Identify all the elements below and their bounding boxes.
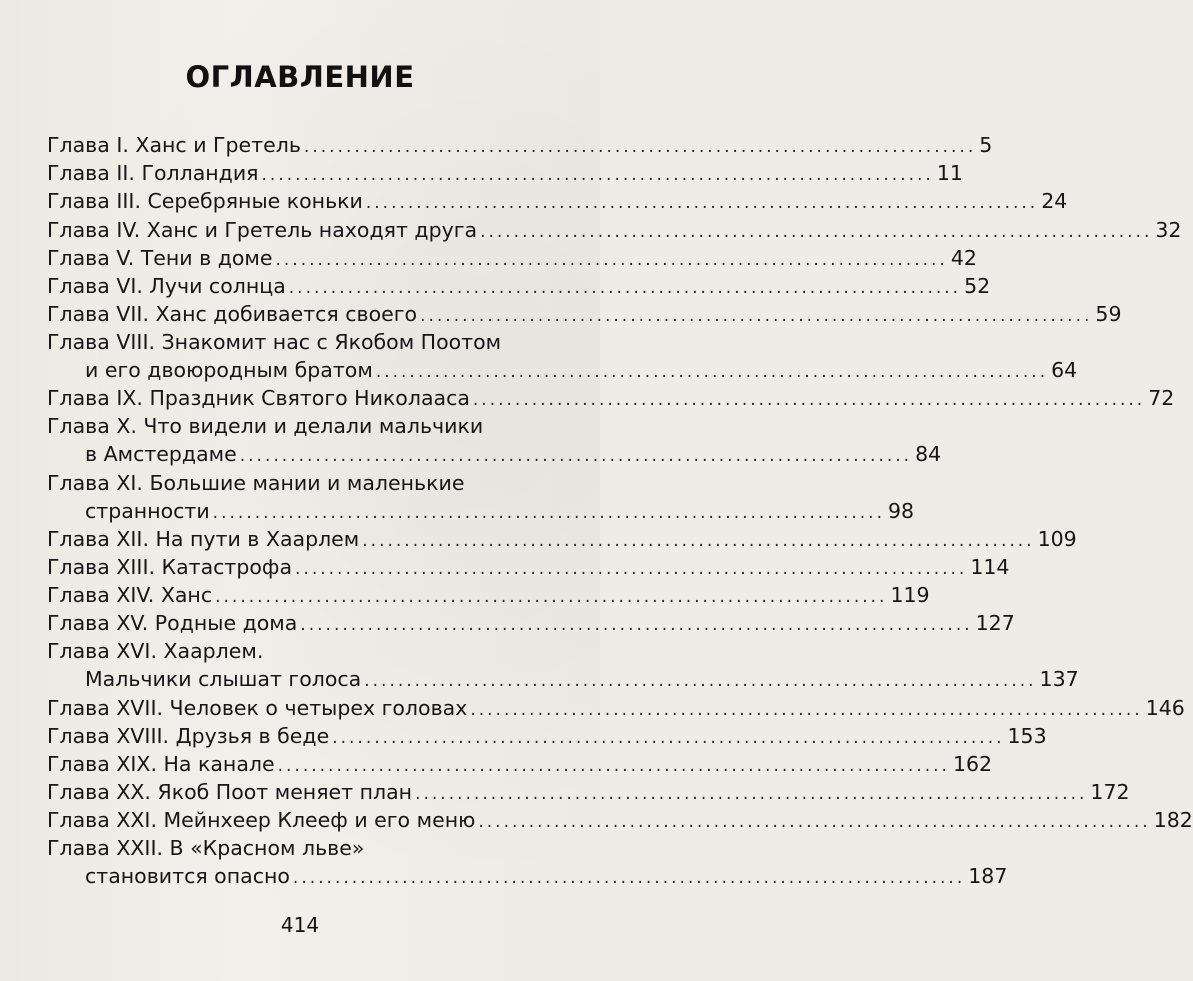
toc-entry bbox=[47, 636, 565, 666]
dot-leader: ................................................................................ bbox=[365, 193, 1039, 213]
toc-entry-page: 172 bbox=[1090, 780, 1130, 804]
toc-entry bbox=[47, 299, 1122, 329]
toc-entry bbox=[47, 608, 1015, 638]
toc-entry-page: 109 bbox=[1037, 527, 1077, 551]
toc-entry-title: Глава VII. Ханс добивается своего bbox=[47, 302, 418, 326]
dot-leader: ................................................................................ bbox=[239, 446, 913, 466]
table-of-contents bbox=[47, 0, 1193, 981]
toc-entry-page: 153 bbox=[1007, 724, 1047, 748]
toc-entry-title: Глава XVII. Человек о четырех головах bbox=[47, 696, 468, 720]
dot-leader: ................................................................................ bbox=[420, 306, 1093, 326]
toc-entry-title: и его двоюродным братом bbox=[85, 358, 373, 382]
toc-entry-continuation bbox=[47, 355, 1078, 385]
toc-entry-title: Глава IV. Ханс и Гретель находят друга bbox=[47, 218, 478, 242]
dot-leader: ................................................................................ bbox=[332, 728, 1005, 748]
dot-leader: ................................................................................ bbox=[288, 278, 962, 298]
toc-entry bbox=[47, 524, 1077, 554]
dot-leader: ................................................................................ bbox=[215, 587, 888, 607]
toc-entry-page: 64 bbox=[1051, 358, 1078, 382]
toc-entry-title: Глава XIII. Катастрофа bbox=[47, 555, 293, 579]
toc-entry bbox=[47, 777, 1130, 807]
toc-entry-title: Глава XVI. Хаарлем. bbox=[47, 639, 264, 663]
dot-leader: ................................................................................ bbox=[275, 250, 948, 270]
dot-leader: ................................................................................ bbox=[470, 700, 1143, 720]
toc-entry bbox=[47, 833, 565, 863]
dot-leader: ................................................................................ bbox=[292, 868, 966, 888]
toc-entry-page: 137 bbox=[1039, 667, 1079, 691]
dot-leader: ................................................................................ bbox=[212, 503, 885, 523]
toc-entry bbox=[47, 411, 565, 441]
dot-leader: ................................................................................ bbox=[364, 671, 1037, 691]
toc-entry bbox=[47, 186, 1068, 216]
toc-entry bbox=[47, 580, 930, 610]
toc-entry-page: 98 bbox=[887, 499, 915, 523]
toc-entry-page: 146 bbox=[1145, 696, 1185, 720]
toc-entry-page: 24 bbox=[1041, 189, 1068, 213]
toc-entry bbox=[47, 327, 565, 357]
toc-entry bbox=[47, 468, 565, 498]
toc-entry-continuation bbox=[47, 439, 942, 469]
toc-entry-page: 114 bbox=[970, 555, 1010, 579]
toc-entry-title: Глава XVIII. Друзья в беде bbox=[47, 724, 330, 748]
toc-entry-page: 162 bbox=[952, 752, 993, 776]
dot-leader: ................................................................................ bbox=[303, 137, 977, 157]
toc-entry bbox=[47, 158, 963, 188]
dot-leader: ................................................................................ bbox=[261, 165, 934, 185]
toc-entry-title: Мальчики слышат голоса bbox=[85, 667, 362, 691]
dot-leader: ................................................................................ bbox=[300, 615, 973, 635]
toc-entry-title: Глава X. Что видели и делали мальчики bbox=[47, 414, 484, 438]
toc-entry-page: 11 bbox=[936, 161, 963, 185]
dot-leader: ................................................................................ bbox=[362, 531, 1035, 551]
toc-entry-title: Глава XV. Родные дома bbox=[47, 611, 298, 635]
dot-leader: ................................................................................ bbox=[472, 390, 1146, 410]
dot-leader: ................................................................................ bbox=[375, 362, 1049, 382]
toc-entry-title: становится опасно bbox=[85, 864, 290, 888]
toc-entry bbox=[47, 693, 1185, 723]
toc-entry-title: Глава IX. Праздник Святого Николааса bbox=[47, 386, 470, 410]
toc-entry bbox=[47, 215, 1182, 245]
page-title: ОГЛАВЛЕНИЕ bbox=[185, 60, 415, 94]
toc-entry-title: Глава II. Голландия bbox=[47, 161, 259, 185]
toc-entry-title: Глава XI. Большие мании и маленькие bbox=[47, 471, 465, 495]
dot-leader: ................................................................................ bbox=[480, 222, 1153, 242]
toc-entry-title: Глава VI. Лучи солнца bbox=[47, 274, 286, 298]
toc-entry-title: Глава XXII. В «Красном льве» bbox=[47, 836, 365, 860]
toc-entry bbox=[47, 271, 991, 301]
toc-entry bbox=[47, 130, 993, 160]
toc-entry-page: 5 bbox=[979, 133, 993, 157]
toc-entry-page: 32 bbox=[1155, 218, 1182, 242]
toc-entry bbox=[47, 552, 1010, 582]
toc-entry-continuation bbox=[47, 861, 1008, 891]
toc-entry bbox=[47, 383, 1175, 413]
toc-entry-title: Глава VIII. Знакомит нас с Якобом Поотом bbox=[47, 330, 502, 354]
toc-entry bbox=[47, 749, 993, 779]
toc-entry-page: 52 bbox=[964, 274, 991, 298]
toc-entry-title: Глава XII. На пути в Хаарлем bbox=[47, 527, 360, 551]
dot-leader: ................................................................................ bbox=[295, 559, 968, 579]
toc-entry-title: Глава XX. Якоб Поот меняет план bbox=[47, 780, 413, 804]
toc-entry bbox=[47, 805, 1193, 835]
toc-entry bbox=[47, 721, 1047, 751]
toc-entry-page: 59 bbox=[1095, 302, 1122, 326]
dot-leader: ................................................................................ bbox=[277, 756, 950, 776]
toc-entry-continuation bbox=[47, 664, 1079, 694]
toc-entry-title: странности bbox=[85, 499, 210, 523]
dot-leader: ................................................................................ bbox=[478, 812, 1151, 832]
toc-entry-title: Глава V. Тени в доме bbox=[47, 246, 273, 270]
toc-entry-continuation bbox=[47, 496, 915, 526]
toc-entry-title: Глава I. Ханс и Гретель bbox=[47, 133, 301, 157]
toc-entry-page: 187 bbox=[968, 864, 1008, 888]
toc-entry-title: Глава XIV. Ханс bbox=[47, 583, 213, 607]
toc-entry-page: 84 bbox=[915, 442, 942, 466]
toc-entry-page: 42 bbox=[950, 246, 977, 270]
toc-entry-title: Глава III. Серебряные коньки bbox=[47, 189, 363, 213]
toc-entry bbox=[47, 243, 977, 273]
toc-entry-page: 119 bbox=[890, 583, 930, 607]
toc-entry-title: Глава XXI. Мейнхеер Клееф и его меню bbox=[47, 808, 476, 832]
dot-leader: ................................................................................ bbox=[415, 784, 1088, 804]
toc-entry-page: 72 bbox=[1148, 386, 1175, 410]
toc-entry-title: Глава XIX. На канале bbox=[47, 752, 275, 776]
page-number: 414 bbox=[280, 913, 320, 937]
toc-entry-title: в Амстердаме bbox=[85, 442, 237, 466]
toc-entry-page: 127 bbox=[975, 611, 1015, 635]
toc-entry-page: 182 bbox=[1153, 808, 1193, 832]
